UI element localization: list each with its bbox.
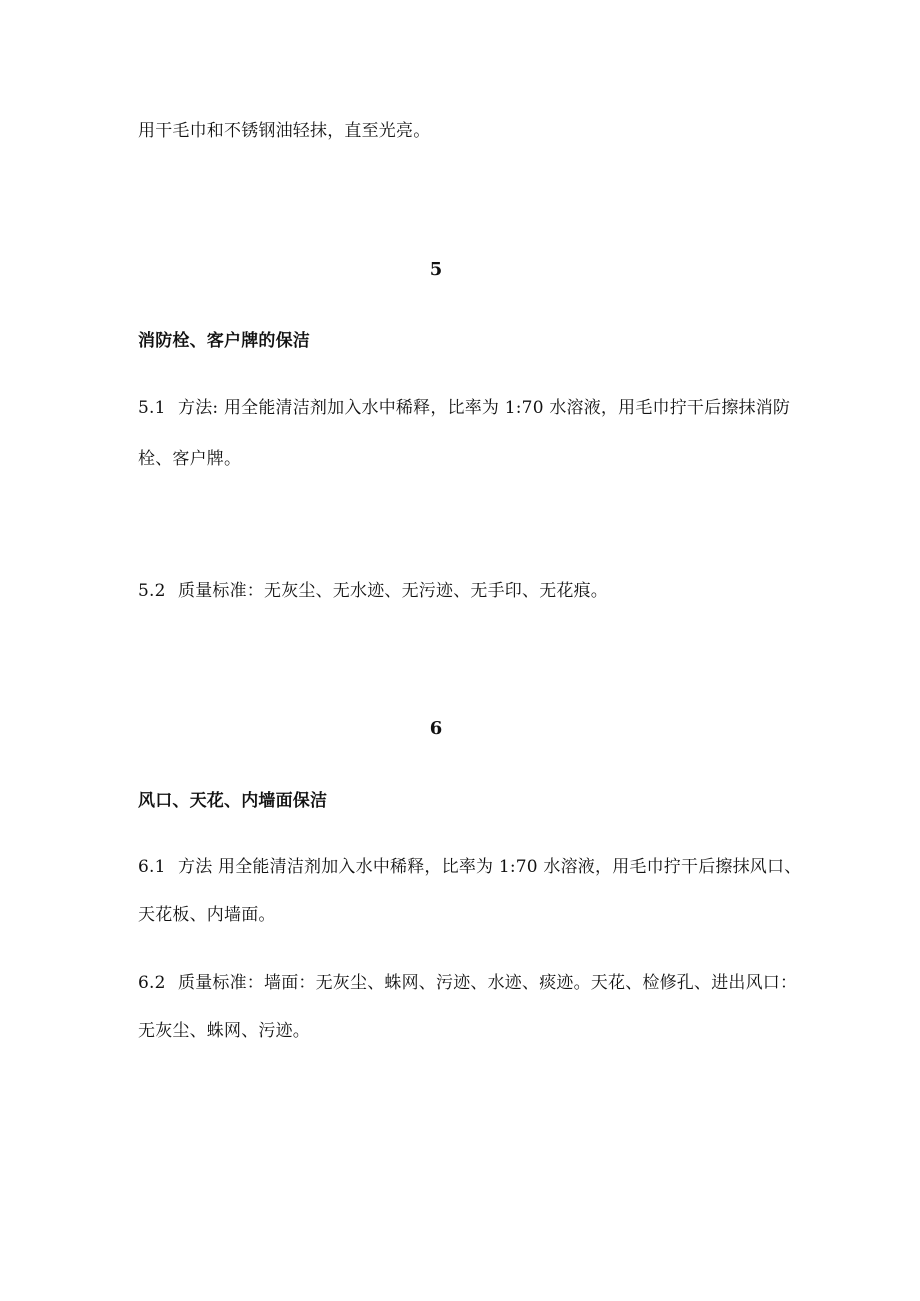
item-5-1-text: 用全能清洁剂加入水中稀释，比率为 1:70 水溶液，用毛巾拧干后擦抹消防 xyxy=(223,398,791,418)
item-6-1-text: 用全能清洁剂加入水中稀释，比率为 1:70 水溶液，用毛巾拧干后擦抹风口、 xyxy=(218,857,802,877)
item-6-2-line-1 xyxy=(138,972,797,994)
item-5-2-line-1 xyxy=(138,580,608,602)
item-5-2-text: 无灰尘、无水迹、无污迹、无手印、无花痕。 xyxy=(264,581,608,601)
item-6-1-label: 方法 xyxy=(178,857,219,877)
item-5-1-line-2: 栓、客户牌。 xyxy=(138,449,242,469)
item-5-2-id: 5.2 xyxy=(138,581,166,601)
section-6-title: 风口、天花、内墙面保洁 xyxy=(138,791,328,811)
intro-line: 用干毛巾和不锈钢油轻抹，直至光亮。 xyxy=(138,121,431,141)
item-6-2-line-2: 无灰尘、蛛网、污迹。 xyxy=(138,1021,310,1041)
item-6-2-text: 墙面：无灰尘、蛛网、污迹、水迹、痰迹。天花、检修孔、进出风口： xyxy=(264,973,798,993)
section-5-number: 5 xyxy=(429,259,443,280)
item-6-1-id: 6.1 xyxy=(138,857,166,877)
item-6-2-id: 6.2 xyxy=(138,973,166,993)
item-6-1-line-2: 天花板、内墙面。 xyxy=(138,905,276,925)
item-5-2-label: 质量标准： xyxy=(178,581,264,601)
item-5-1-id: 5.1 xyxy=(138,398,166,418)
item-6-1-line-1 xyxy=(138,856,801,878)
item-5-1-label: 方法: xyxy=(178,398,224,418)
section-5-title: 消防栓、客户牌的保洁 xyxy=(138,331,310,351)
section-6-number: 6 xyxy=(429,718,443,739)
item-6-2-label: 质量标准： xyxy=(178,973,264,993)
item-5-1-line-1 xyxy=(138,397,790,419)
